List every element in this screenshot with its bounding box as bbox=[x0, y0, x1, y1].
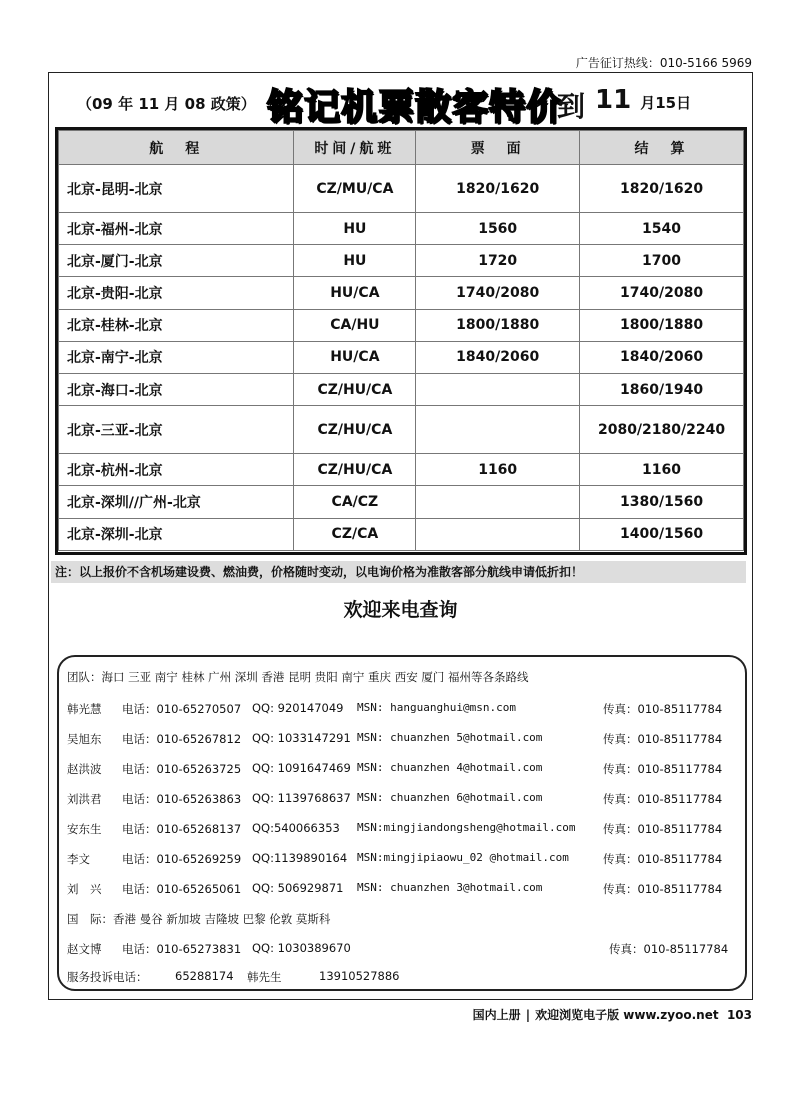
settle-cell: 1800/1880 bbox=[580, 309, 744, 341]
contact-msn: MSN: chuanzhen 3@hotmail.com bbox=[357, 881, 543, 894]
contact-qq: QQ: 506929871 bbox=[252, 881, 344, 895]
table-row bbox=[59, 406, 744, 454]
contact-name: 安东生 bbox=[67, 822, 102, 836]
complaint-mobile: 13910527886 bbox=[319, 969, 400, 983]
page-number: 103 bbox=[726, 1008, 752, 1022]
ticket-cell bbox=[416, 486, 580, 518]
settle-cell: 1740/2080 bbox=[580, 277, 744, 309]
title-date bbox=[595, 85, 691, 115]
contact-name: 刘 兴 bbox=[67, 882, 102, 896]
route-cell: 北京-桂林-北京 bbox=[59, 309, 294, 341]
complaint-phone: 65288174 bbox=[175, 969, 234, 983]
settle-cell: 1840/2060 bbox=[580, 341, 744, 373]
contact-qq: QQ:540066353 bbox=[252, 821, 340, 835]
contact-phone: 电话：010-65263725 bbox=[122, 762, 242, 776]
complaint-label: 服务投诉电话： bbox=[67, 970, 148, 984]
route-cell: 北京-贵阳-北京 bbox=[59, 277, 294, 309]
table-row bbox=[59, 213, 744, 245]
settle-cell: 1400/1560 bbox=[580, 518, 744, 550]
settle-cell: 1820/1620 bbox=[580, 165, 744, 213]
page-footer: 国内上册 | 欢迎浏览电子版 www.zyoo.net 103 bbox=[472, 1008, 752, 1022]
route-cell: 北京-厦门-北京 bbox=[59, 245, 294, 277]
contact-fax: 传真：010-85117784 bbox=[603, 762, 723, 776]
flight-cell: HU/CA bbox=[294, 277, 416, 309]
ticket-cell bbox=[416, 373, 580, 405]
ticket-cell: 1840/2060 bbox=[416, 341, 580, 373]
month-number: 11 bbox=[595, 85, 632, 115]
ad-hotline: 广告征订热线：010-5166 5969 bbox=[575, 56, 752, 70]
settle-cell: 1540 bbox=[580, 213, 744, 245]
contact-fax: 传真：010-85117784 bbox=[603, 792, 723, 806]
contact-name: 赵洪波 bbox=[67, 762, 102, 776]
ticket-cell: 1740/2080 bbox=[416, 277, 580, 309]
flight-cell: CA/HU bbox=[294, 309, 416, 341]
table-header-row bbox=[59, 131, 744, 165]
international-routes: 国 际：香港 曼谷 新加坡 吉隆坡 巴黎 伦敦 莫斯科 bbox=[67, 912, 331, 926]
fare-table bbox=[55, 127, 747, 555]
contact-phone: 电话：010-65273831 bbox=[122, 942, 242, 956]
route-cell: 北京-昆明-北京 bbox=[59, 165, 294, 213]
table-row bbox=[59, 309, 744, 341]
settle-cell: 2080/2180/2240 bbox=[580, 406, 744, 454]
route-cell: 北京-杭州-北京 bbox=[59, 454, 294, 486]
table-row bbox=[59, 245, 744, 277]
month-rest: 月15日 bbox=[640, 94, 692, 112]
settle-cell: 1160 bbox=[580, 454, 744, 486]
contact-phone: 电话：010-65270507 bbox=[122, 702, 242, 716]
title-to: 到 bbox=[557, 90, 586, 123]
contact-phone: 电话：010-65269259 bbox=[122, 852, 242, 866]
contact-msn: MSN: chuanzhen 5@hotmail.com bbox=[357, 731, 543, 744]
flight-cell: CZ/MU/CA bbox=[294, 165, 416, 213]
contact-phone: 电话：010-65265061 bbox=[122, 882, 242, 896]
table-row bbox=[59, 454, 744, 486]
ticket-cell bbox=[416, 406, 580, 454]
ticket-cell: 1720 bbox=[416, 245, 580, 277]
flight-cell: CZ/HU/CA bbox=[294, 406, 416, 454]
route-cell: 北京-三亚-北京 bbox=[59, 406, 294, 454]
route-cell: 北京-深圳//广州-北京 bbox=[59, 486, 294, 518]
contact-qq: QQ:1139890164 bbox=[252, 851, 348, 865]
contact-phone: 电话：010-65267812 bbox=[122, 732, 242, 746]
contact-name: 李文 bbox=[67, 852, 90, 866]
contact-qq: QQ: 1091647469 bbox=[252, 761, 351, 775]
route-cell: 北京-南宁-北京 bbox=[59, 341, 294, 373]
flight-cell: CZ/HU/CA bbox=[294, 373, 416, 405]
header-flight: 时间/航班 bbox=[294, 131, 416, 165]
contact-msn: MSN: hanguanghui@msn.com bbox=[357, 701, 516, 714]
flight-cell: CZ/HU/CA bbox=[294, 454, 416, 486]
contact-fax: 传真：010-85117784 bbox=[603, 852, 723, 866]
price-board bbox=[48, 72, 753, 1000]
header-settle: 结 算 bbox=[580, 131, 744, 165]
ticket-cell: 1560 bbox=[416, 213, 580, 245]
contact-fax: 传真：010-85117784 bbox=[603, 702, 723, 716]
page-title: 铭记机票散客特价 bbox=[267, 86, 564, 128]
contact-name: 吴旭东 bbox=[67, 732, 102, 746]
welcome-heading: 欢迎来电查询 bbox=[343, 599, 458, 621]
settle-cell: 1380/1560 bbox=[580, 486, 744, 518]
settle-cell: 1700 bbox=[580, 245, 744, 277]
contact-name: 赵文博 bbox=[67, 942, 102, 956]
contact-fax: 传真：010-85117784 bbox=[603, 732, 723, 746]
policy-date: （09 年 11 月 08 政策） bbox=[77, 95, 256, 113]
flight-cell: HU bbox=[294, 245, 416, 277]
ticket-cell bbox=[416, 518, 580, 550]
title-row bbox=[49, 73, 752, 127]
contact-qq: QQ: 1030389670 bbox=[252, 941, 351, 955]
flight-cell: CA/CZ bbox=[294, 486, 416, 518]
contact-box bbox=[57, 655, 747, 991]
route-cell: 北京-海口-北京 bbox=[59, 373, 294, 405]
contact-msn: MSN: chuanzhen 4@hotmail.com bbox=[357, 761, 543, 774]
price-note: 注：以上报价不含机场建设费、燃油费，价格随时变动，以电询价格为准散客部分航线申请低折扣！ bbox=[51, 561, 746, 583]
contact-phone: 电话：010-65263863 bbox=[122, 792, 242, 806]
contact-qq: QQ: 920147049 bbox=[252, 701, 344, 715]
flight-cell: HU bbox=[294, 213, 416, 245]
table-row bbox=[59, 277, 744, 309]
ticket-cell: 1800/1880 bbox=[416, 309, 580, 341]
contact-fax: 传真：010-85117784 bbox=[603, 822, 723, 836]
table-row bbox=[59, 341, 744, 373]
table-row bbox=[59, 165, 744, 213]
contact-qq: QQ: 1033147291 bbox=[252, 731, 351, 745]
contact-msn: MSN:mingjipiaowu_02 @hotmail.com bbox=[357, 851, 569, 864]
header-ticket: 票 面 bbox=[416, 131, 580, 165]
contact-name: 韩光慧 bbox=[67, 702, 102, 716]
contact-fax: 传真：010-85117784 bbox=[609, 942, 729, 956]
ticket-cell: 1160 bbox=[416, 454, 580, 486]
footer-section: 国内上册 bbox=[472, 1008, 521, 1022]
settle-cell: 1860/1940 bbox=[580, 373, 744, 405]
ticket-cell: 1820/1620 bbox=[416, 165, 580, 213]
flight-cell: CZ/CA bbox=[294, 518, 416, 550]
header-route: 航 程 bbox=[59, 131, 294, 165]
complaint-person: 韩先生 bbox=[247, 970, 282, 984]
team-routes: 团队：海口 三亚 南宁 桂林 广州 深圳 香港 昆明 贵阳 南宁 重庆 西安 厦门 福州等各条路线 bbox=[67, 670, 529, 684]
table-row bbox=[59, 518, 744, 550]
contact-qq: QQ: 1139768637 bbox=[252, 791, 351, 805]
route-cell: 北京-深圳-北京 bbox=[59, 518, 294, 550]
contact-fax: 传真：010-85117784 bbox=[603, 882, 723, 896]
table-row bbox=[59, 486, 744, 518]
table-row bbox=[59, 373, 744, 405]
contact-phone: 电话：010-65268137 bbox=[122, 822, 242, 836]
route-cell: 北京-福州-北京 bbox=[59, 213, 294, 245]
footer-browse: 欢迎浏览电子版 www.zyoo.net bbox=[535, 1008, 719, 1022]
contact-msn: MSN: chuanzhen 6@hotmail.com bbox=[357, 791, 543, 804]
flight-cell: HU/CA bbox=[294, 341, 416, 373]
contact-msn: MSN:mingjiandongsheng@hotmail.com bbox=[357, 821, 576, 834]
contact-name: 刘洪君 bbox=[67, 792, 102, 806]
